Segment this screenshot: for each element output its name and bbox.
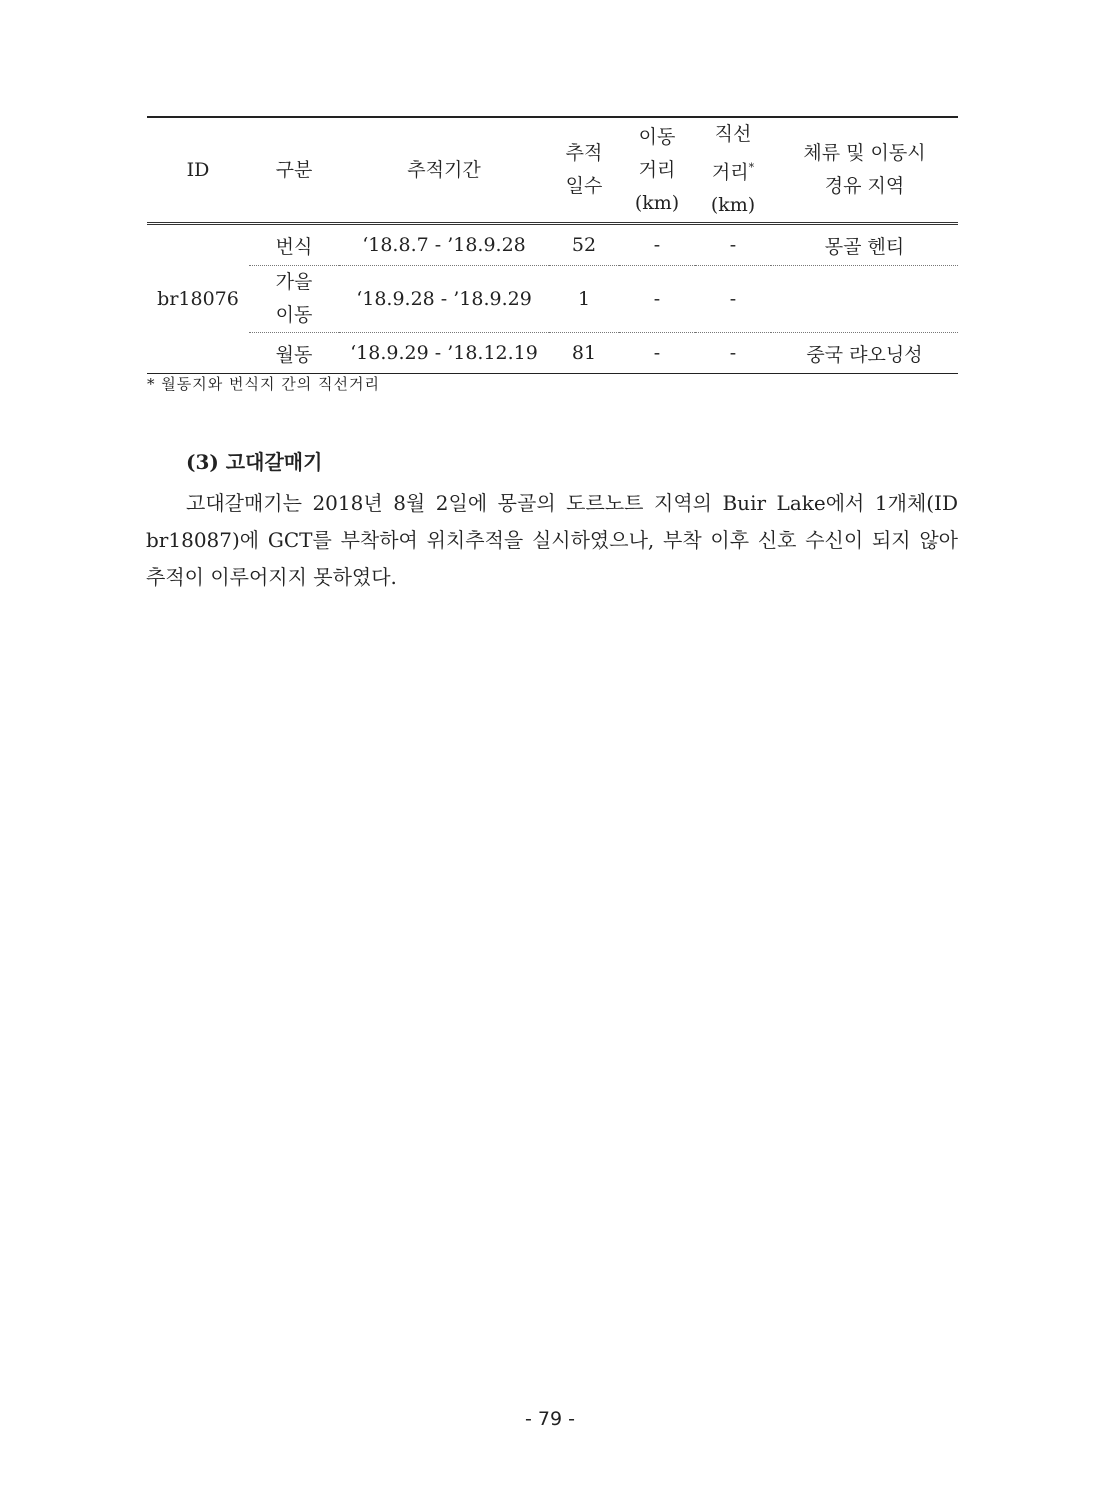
header-days [549,117,619,224]
section-body [146,485,958,596]
table-header-row [147,117,958,224]
header-region-line2: 경유 지역 [824,175,905,198]
header-straight-mark: * [748,161,755,174]
section-paragraph: 고대갈매기는 2018년 8월 2일에 몽골의 도르노트 지역의 Buir Lake에서 1개체(ID br18087)에 GCT를 부착하여 위치추적을 실시하였으나, 부착 이후 신호 수신이 되지 않아 추적이 이루어지지 못하였다. [146,491,958,589]
cell-category: 번식 [249,224,339,266]
cell-move-distance: - [653,342,661,365]
header-move-line1: 이동 [638,125,676,148]
table-row [147,266,958,333]
header-straight-line3: (km) [710,194,756,217]
table-footnote: * 월동지와 번식지 간의 직선거리 [147,375,380,393]
header-period: 추적기간 [407,158,481,181]
cell-move-distance: - [619,224,695,266]
header-region-line1: 체류 및 이동시 [803,142,926,165]
cell-region [771,266,958,333]
cell-period: ‘18.9.29 - ’18.12.19 [350,342,538,365]
tracking-table-container [147,116,958,374]
header-days-line2: 일수 [565,175,603,198]
header-move-line2: 거리 [638,158,676,181]
header-straight-line2-wrap [695,151,771,189]
tracking-table [147,116,958,374]
cell-days: 52 [549,224,619,266]
cell-category-line2: 이동 [275,304,313,327]
cell-straight-distance: - [695,224,771,266]
cell-period: ‘18.8.7 - ’18.9.28 [339,224,549,266]
page-number: - 79 - [525,1408,575,1430]
header-region [771,117,958,224]
cell-period: ‘18.9.28 - ’18.9.29 [339,266,549,333]
cell-move-distance: - [619,266,695,333]
cell-straight-distance: - [695,266,771,333]
header-days-line1: 추적 [565,142,603,165]
header-straight-line1: 직선 [714,123,752,145]
cell-category-line1: 가을 [275,271,313,294]
cell-days: 1 [549,266,619,333]
cell-bird-id: br18076 [147,224,249,374]
cell-category: 월동 [275,343,313,366]
cell-region: 몽골 헨티 [771,224,958,266]
header-category: 구분 [275,158,313,181]
header-straight-distance [695,117,771,224]
table-row [147,333,958,374]
cell-days: 81 [571,342,597,365]
header-move-line3: (km) [634,191,680,214]
header-straight-line2: 거리 [711,161,749,184]
header-id: ID [186,158,210,181]
cell-category [249,266,339,333]
header-move-distance [619,117,695,224]
cell-region: 중국 랴오닝성 [806,343,923,366]
cell-straight-distance: - [729,342,737,365]
table-row [147,224,958,266]
section-heading: (3) 고대갈매기 [186,450,323,474]
